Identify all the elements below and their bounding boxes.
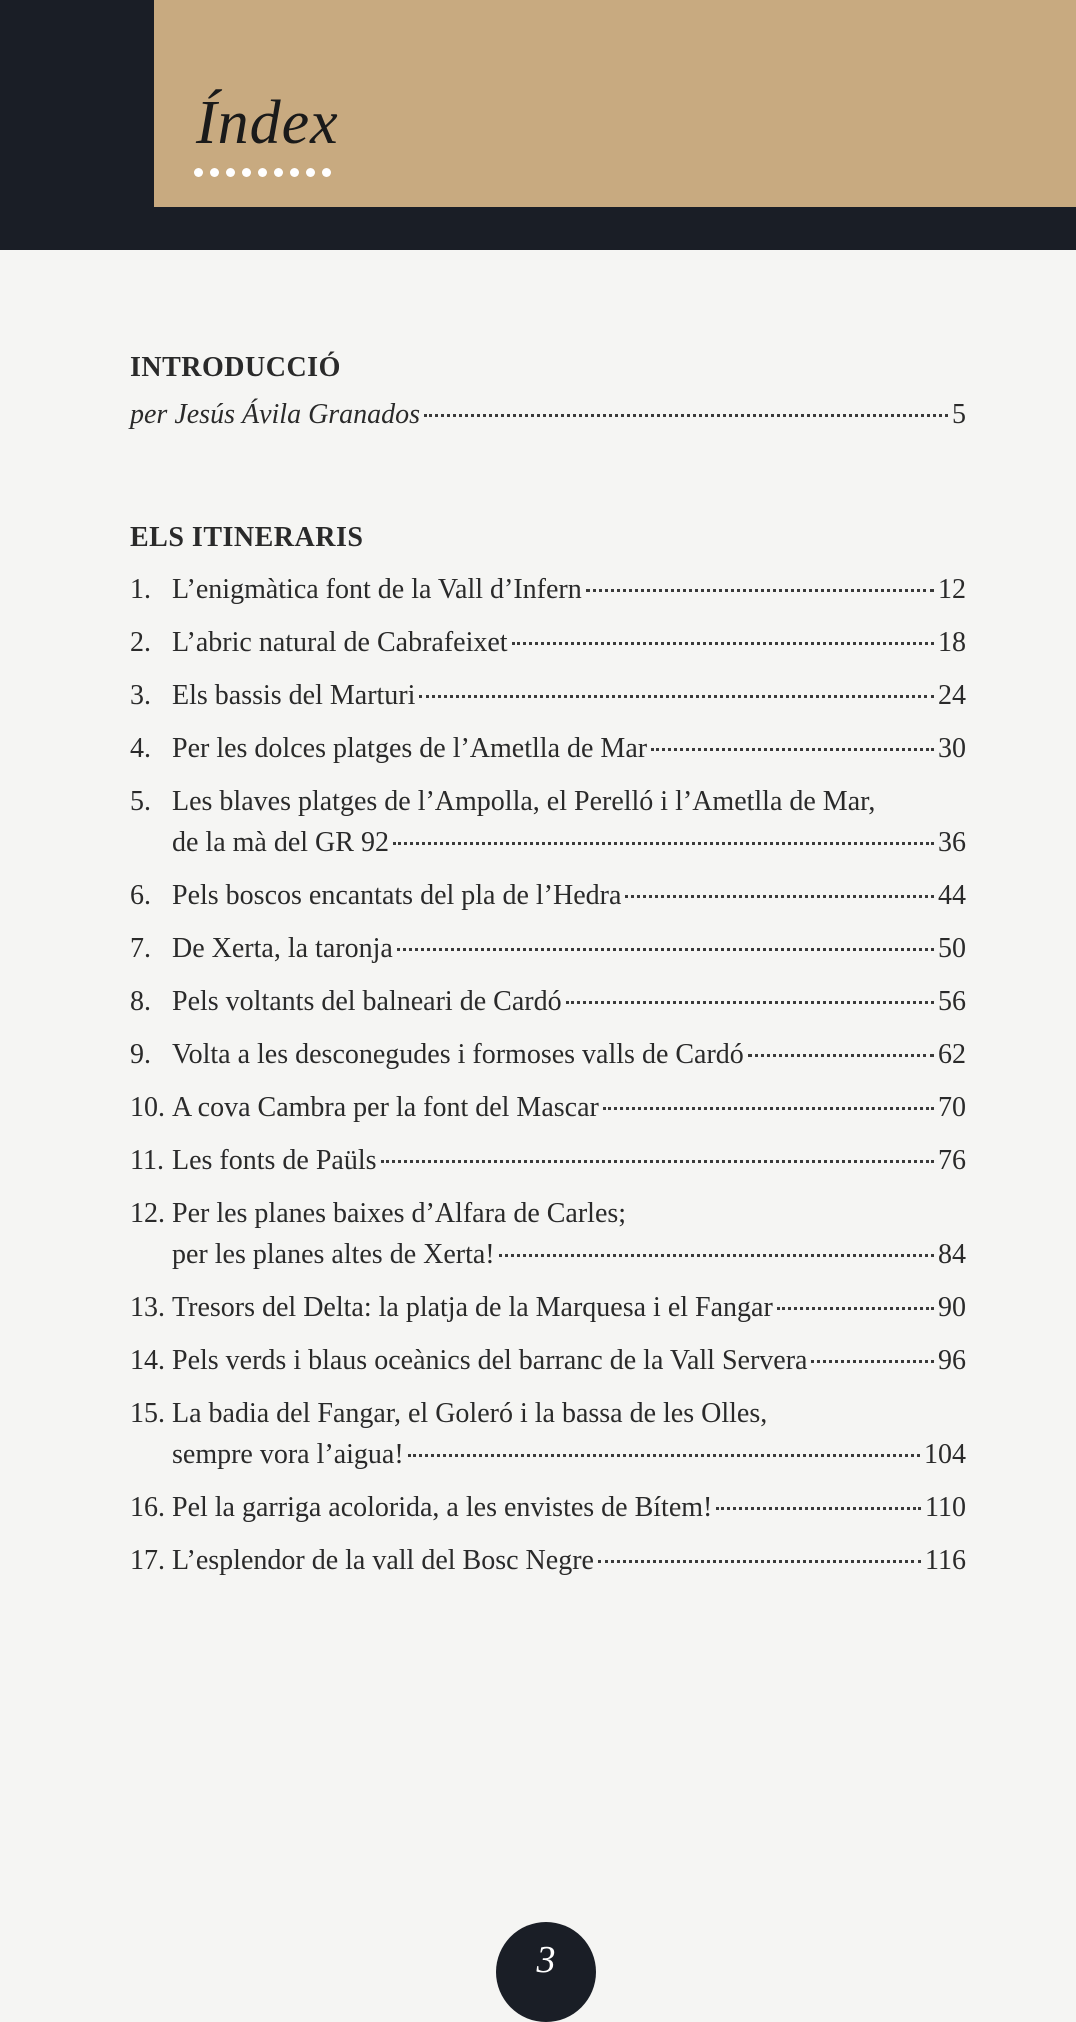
page-number-badge: [496, 1922, 596, 2022]
toc-entry[interactable]: [130, 576, 966, 604]
toc-entry-page: 36: [938, 827, 966, 858]
toc-entry-page: 76: [938, 1145, 966, 1176]
toc-entry-number: 7.: [130, 933, 151, 964]
dot-leader: [716, 1507, 921, 1510]
toc-entry[interactable]: [130, 1494, 966, 1522]
toc-entry[interactable]: [130, 788, 966, 857]
ornament-dot: [242, 168, 251, 177]
toc-entry-title: Pel la garriga acolorida, a les envistes de Bítem!: [172, 1492, 713, 1523]
toc-entry-title: Pels boscos encantats del pla de l’Hedra: [172, 880, 622, 911]
page-title: Índex: [196, 89, 339, 157]
dot-leader: [419, 695, 934, 698]
toc-entry-page: 104: [924, 1439, 966, 1470]
toc-entry-number: 6.: [130, 880, 151, 911]
dot-leader: [586, 589, 934, 592]
ornament-dot: [274, 168, 283, 177]
introduction-entry[interactable]: [130, 401, 966, 429]
ornament-dot: [258, 168, 267, 177]
toc-entry[interactable]: [130, 735, 966, 763]
ornament-dot: [290, 168, 299, 177]
dot-leader: [408, 1454, 920, 1457]
toc-entry-title: Les fonts de Paüls: [172, 1145, 377, 1176]
toc-entry[interactable]: [130, 935, 966, 963]
toc-entry-page: 18: [938, 627, 966, 658]
ornament-dot: [194, 168, 203, 177]
toc-entry-title: sempre vora l’aigua!: [172, 1439, 404, 1470]
toc-entry-number: 12.: [130, 1198, 165, 1229]
toc-entry[interactable]: [130, 1294, 966, 1322]
toc-entry[interactable]: [130, 682, 966, 710]
toc-entry-number: 5.: [130, 786, 151, 817]
page-number: 3: [536, 1939, 556, 1981]
toc-entry[interactable]: [130, 1041, 966, 1069]
table-of-contents: [130, 350, 966, 1600]
dot-leader: [598, 1560, 921, 1563]
toc-entry-number: 1.: [130, 574, 151, 605]
toc-entry-page: 62: [938, 1039, 966, 1070]
toc-entry-number: 9.: [130, 1039, 151, 1070]
toc-entry-number: 4.: [130, 733, 151, 764]
toc-entry-title: Pels verds i blaus oceànics del barranc de la Vall Servera: [172, 1345, 808, 1376]
toc-entry[interactable]: [130, 1547, 966, 1575]
ornament-dot: [306, 168, 315, 177]
toc-entry-title: Per les dolces platges de l’Ametlla de Mar: [172, 733, 648, 764]
toc-entry-title: Pels voltants del balneari de Cardó: [172, 986, 562, 1017]
dot-leader: [381, 1160, 934, 1163]
toc-entry-title: Volta a les desconegudes i formoses valls de Cardó: [172, 1039, 744, 1070]
toc-entry-number: 14.: [130, 1345, 165, 1376]
dot-leader: [566, 1001, 934, 1004]
toc-entry-page: 84: [938, 1239, 966, 1270]
toc-entry-page: 110: [925, 1492, 966, 1523]
toc-entry-title: Els bassis del Marturi: [172, 680, 416, 711]
toc-entry-page: 56: [938, 986, 966, 1017]
toc-entry-title: L’abric natural de Cabrafeixet: [172, 627, 508, 658]
introduction-author: per Jesús Ávila Granados: [130, 399, 421, 430]
toc-entry-title: A cova Cambra per la font del Mascar: [172, 1092, 599, 1123]
toc-entry[interactable]: [130, 1094, 966, 1122]
toc-entry-number: 13.: [130, 1292, 165, 1323]
toc-entry-page: 96: [938, 1345, 966, 1376]
toc-entry-page: 24: [938, 680, 966, 711]
toc-entry-title: L’esplendor de la vall del Bosc Negre: [172, 1545, 594, 1576]
itineraries-list: [130, 576, 966, 1575]
dot-leader: [651, 748, 934, 751]
toc-entry[interactable]: [130, 629, 966, 657]
toc-entry-number: 2.: [130, 627, 151, 658]
toc-entry-title: de la mà del GR 92: [172, 827, 389, 858]
ornament-dot: [226, 168, 235, 177]
toc-entry-page: 116: [925, 1545, 966, 1576]
ornament-dot: [322, 168, 331, 177]
toc-entry[interactable]: [130, 882, 966, 910]
itineraries-heading: ELS ITINERARIS: [130, 522, 364, 553]
toc-entry-title: per les planes altes de Xerta!: [172, 1239, 495, 1270]
toc-entry-number: 15.: [130, 1398, 165, 1429]
toc-entry-number: 8.: [130, 986, 151, 1017]
toc-entry[interactable]: [130, 1147, 966, 1175]
toc-entry-number: 10.: [130, 1092, 165, 1123]
toc-entry-title: De Xerta, la taronja: [172, 933, 393, 964]
dot-leader: [393, 842, 934, 845]
toc-entry[interactable]: [130, 1400, 966, 1469]
toc-entry-title: L’enigmàtica font de la Vall d’Infern: [172, 574, 582, 605]
toc-entry[interactable]: [130, 1200, 966, 1269]
dot-leader: [424, 414, 948, 417]
toc-entry-page: 30: [938, 733, 966, 764]
ornament-dot: [210, 168, 219, 177]
dot-leader: [397, 948, 934, 951]
toc-entry[interactable]: [130, 988, 966, 1016]
dot-leader: [499, 1254, 934, 1257]
title-dot-ornament: [194, 168, 331, 177]
toc-entry[interactable]: [130, 1347, 966, 1375]
toc-entry-page: 12: [938, 574, 966, 605]
toc-entry-number: 16.: [130, 1492, 165, 1523]
toc-entry-title-line1: Per les planes baixes d’Alfara de Carles;: [172, 1198, 627, 1229]
toc-entry-number: 3.: [130, 680, 151, 711]
introduction-page: 5: [952, 399, 966, 430]
toc-entry-title-line1: La badia del Fangar, el Goleró i la bassa de les Olles,: [172, 1398, 768, 1429]
toc-entry-page: 50: [938, 933, 966, 964]
toc-entry-page: 70: [938, 1092, 966, 1123]
toc-entry-page: 44: [938, 880, 966, 911]
toc-entry-page: 90: [938, 1292, 966, 1323]
dot-leader: [748, 1054, 934, 1057]
dot-leader: [777, 1307, 934, 1310]
introduction-heading: INTRODUCCIÓ: [130, 352, 341, 383]
dot-leader: [625, 895, 934, 898]
dot-leader: [811, 1360, 934, 1363]
dot-leader: [512, 642, 934, 645]
toc-entry-title: Tresors del Delta: la platja de la Marquesa i el Fangar: [172, 1292, 773, 1323]
toc-entry-number: 11.: [130, 1145, 164, 1176]
toc-entry-number: 17.: [130, 1545, 165, 1576]
toc-entry-title-line1: Les blaves platges de l’Ampolla, el Perelló i l’Ametlla de Mar,: [172, 786, 876, 817]
dot-leader: [603, 1107, 934, 1110]
